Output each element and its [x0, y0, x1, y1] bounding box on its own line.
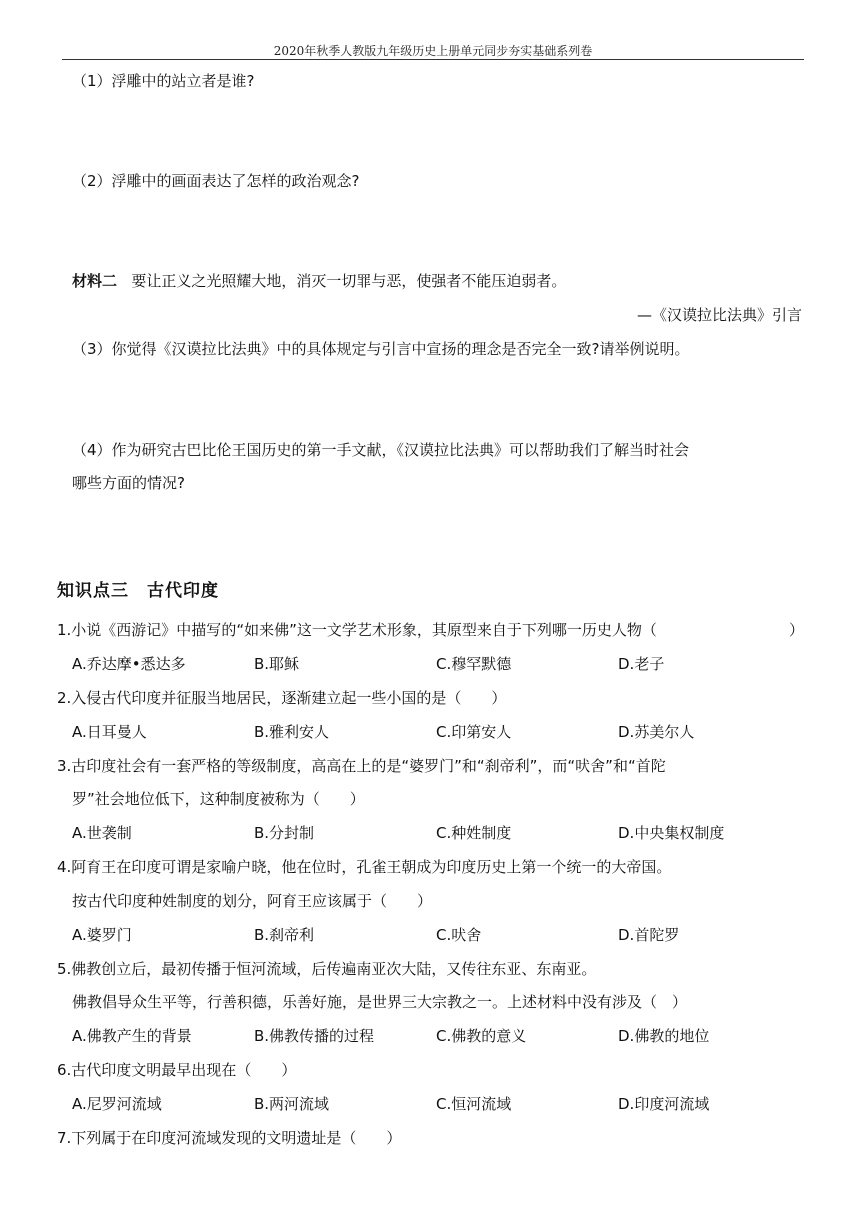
subquestion-4-line2: 哪些方面的情况? [72, 474, 185, 492]
material-2 [72, 271, 566, 291]
question-4-option-a: A.婆罗门 [72, 926, 132, 944]
question-6-option-b: B.两河流域 [254, 1095, 330, 1113]
question-3-option-b: B.分封制 [254, 824, 315, 842]
question-1-paren-end: ） [788, 621, 804, 639]
question-4-stem-line1: 4.阿育王在印度可谓是家喻户晓，他在位时，孔雀王朝成为印度历史上第一个统一的大帝国。 [57, 858, 672, 876]
subquestion-3: （3）你觉得《汉谟拉比法典》中的具体规定与引言中宣扬的理念是否完全一致?请举例说明。 [72, 340, 690, 358]
question-5-option-d: D.佛教的地位 [618, 1027, 710, 1045]
material-2-source: —《汉谟拉比法典》引言 [636, 306, 802, 324]
question-5-option-a: A.佛教产生的背景 [72, 1027, 192, 1045]
question-1-option-a: A.乔达摩•悉达多 [72, 655, 186, 673]
question-4-option-d: D.首陀罗 [618, 926, 680, 944]
question-5-stem-line2: 佛教倡导众生平等，行善积德，乐善好施，是世界三大宗教之一。上述材料中没有涉及（ ） [72, 993, 688, 1011]
question-5-option-b: B.佛教传播的过程 [254, 1027, 375, 1045]
header-divider [62, 59, 804, 60]
question-5-option-c: C.佛教的意义 [436, 1027, 527, 1045]
question-6-option-d: D.印度河流域 [618, 1095, 710, 1113]
question-2-stem: 2.入侵古代印度并征服当地居民，逐渐建立起一些小国的是（ ） [57, 689, 507, 707]
question-7-stem: 7.下列属于在印度河流域发现的文明遗址是（ ） [57, 1129, 402, 1147]
question-2-option-c: C.印第安人 [436, 723, 512, 741]
material-2-text: 要让正义之光照耀大地，消灭一切罪与恶，使强者不能压迫弱者。 [131, 272, 567, 290]
material-2-label: 材料二 [72, 272, 118, 290]
question-3-stem-line1: 3.古印度社会有一套严格的等级制度，高高在上的是“婆罗门”和“刹帝利”，而“吠舍”和“首陀 [57, 757, 666, 775]
subquestion-1: （1）浮雕中的站立者是谁? [72, 72, 255, 90]
question-3-stem-line2: 罗”社会地位低下，这种制度被称为（ ） [72, 790, 365, 808]
question-3-option-d: D.中央集权制度 [618, 824, 725, 842]
section-title: 知识点三 古代印度 [57, 581, 219, 601]
page-header: 2020年秋季人教版九年级历史上册单元同步夯实基础系列卷 [273, 44, 593, 58]
question-1-option-c: C.穆罕默德 [436, 655, 512, 673]
question-2-option-a: A.日耳曼人 [72, 723, 147, 741]
question-4-stem-line2: 按古代印度种姓制度的划分，阿育王应该属于（ ） [72, 892, 433, 910]
question-2-option-b: B.雅利安人 [254, 723, 330, 741]
question-4-option-b: B.刹帝利 [254, 926, 315, 944]
question-1-option-b: B.耶稣 [254, 655, 300, 673]
question-4-option-c: C.吠舍 [436, 926, 482, 944]
question-1-stem: 1.小说《西游记》中描写的“如来佛”这一文学艺术形象，其原型来自于下列哪一历史人物（ [57, 621, 657, 639]
question-6-option-a: A.尼罗河流域 [72, 1095, 162, 1113]
subquestion-2: （2）浮雕中的画面表达了怎样的政治观念? [72, 172, 360, 190]
question-6-option-c: C.恒河流域 [436, 1095, 512, 1113]
subquestion-4-line1: （4）作为研究古巴比伦王国历史的第一手文献，《汉谟拉比法典》可以帮助我们了解当时社会 [72, 441, 690, 459]
question-3-option-a: A.世袭制 [72, 824, 132, 842]
question-1-option-d: D.老子 [618, 655, 665, 673]
question-3-option-c: C.种姓制度 [436, 824, 512, 842]
question-6-stem: 6.古代印度文明最早出现在（ ） [57, 1061, 297, 1079]
question-2-option-d: D.苏美尔人 [618, 723, 695, 741]
question-5-stem-line1: 5.佛教创立后，最初传播于恒河流域，后传遍南亚次大陆，又传往东亚、东南亚。 [57, 960, 597, 978]
